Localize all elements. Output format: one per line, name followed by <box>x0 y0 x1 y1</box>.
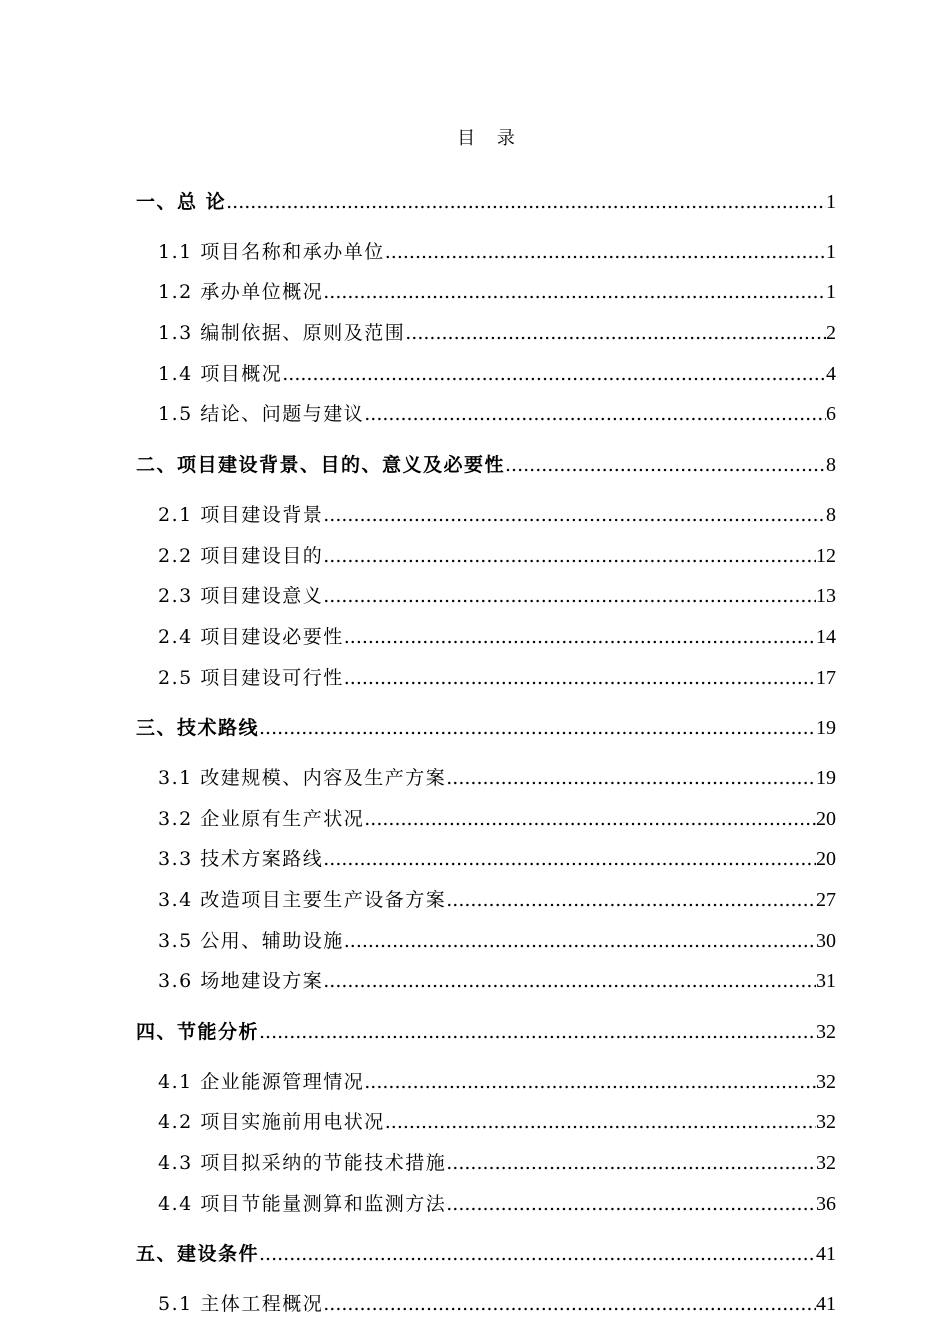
toc-entry-title: 1.5 结论、问题与建议 <box>158 403 365 426</box>
toc-page-number: 14 <box>816 625 836 648</box>
toc-page-number: 17 <box>816 666 836 689</box>
toc-entry-title: 4.1 企业能源管理情况 <box>158 1070 365 1093</box>
toc-leader-dots <box>364 394 826 435</box>
toc-entry-title: 二、项目建设背景、目的、意义及必要性 <box>136 453 506 476</box>
toc-entry-title: 2.3 项目建设意义 <box>158 585 324 608</box>
toc-section-entry[interactable] <box>136 576 836 617</box>
toc-leader-dots <box>259 1234 816 1275</box>
toc-leader-dots <box>323 576 816 617</box>
toc-entry-title: 2.4 项目建设必要性 <box>158 625 344 648</box>
toc-section-entry[interactable] <box>136 232 836 273</box>
toc-chapter-entry[interactable] <box>136 1234 836 1275</box>
toc-entry-title: 2.5 项目建设可行性 <box>158 666 344 689</box>
toc-entry-title: 4.4 项目节能量测算和监测方法 <box>158 1192 447 1215</box>
toc-chapter-entry[interactable] <box>136 1012 836 1053</box>
toc-page-number: 6 <box>826 403 836 426</box>
toc-page-number: 31 <box>816 970 836 993</box>
toc-leader-dots <box>446 880 816 921</box>
toc-page-number: 20 <box>816 848 836 871</box>
toc-entry-title: 3.6 场地建设方案 <box>158 970 324 993</box>
toc-leader-dots <box>385 1102 816 1143</box>
toc-page-number: 8 <box>826 453 836 476</box>
toc-leader-dots <box>344 921 816 962</box>
toc-page-number: 8 <box>826 503 836 526</box>
toc-section-entry[interactable] <box>136 1143 836 1184</box>
toc-page-number: 4 <box>826 362 836 385</box>
toc-page-number: 32 <box>816 1020 836 1043</box>
toc-page-number: 12 <box>816 544 836 567</box>
toc-entry-title: 一、总 论 <box>136 190 227 213</box>
toc-section-entry[interactable] <box>136 880 836 921</box>
toc-entry-title: 五、建设条件 <box>136 1243 260 1265</box>
toc-page-number: 19 <box>816 766 836 789</box>
toc-entry-title: 四、节能分析 <box>136 1020 260 1043</box>
toc-chapter-entry[interactable] <box>136 445 836 486</box>
toc-leader-dots <box>282 354 826 395</box>
toc-leader-dots <box>226 182 826 223</box>
toc-section-entry[interactable] <box>136 617 836 658</box>
toc-entry-title: 2.2 项目建设目的 <box>158 544 324 567</box>
toc-leader-dots <box>323 961 816 1002</box>
toc-entry-title: 5.1 主体工程概况 <box>158 1293 324 1316</box>
toc-page-number: 20 <box>816 807 836 830</box>
toc-chapter-entry[interactable] <box>136 708 836 749</box>
toc-page-number: 36 <box>816 1192 836 1215</box>
table-of-contents <box>136 172 836 1325</box>
toc-title: 目 录 <box>457 128 523 149</box>
toc-entry-title: 1.4 项目概况 <box>158 362 283 385</box>
toc-leader-dots <box>323 839 816 880</box>
toc-section-entry[interactable] <box>136 1184 836 1225</box>
toc-page-number: 32 <box>816 1152 836 1175</box>
toc-page-number: 32 <box>816 1111 836 1134</box>
toc-leader-dots <box>446 758 816 799</box>
toc-entry-title: 3.2 企业原有生产状况 <box>158 807 365 830</box>
toc-leader-dots <box>344 617 816 658</box>
toc-entry-title: 2.1 项目建设背景 <box>158 503 324 526</box>
toc-page-number: 32 <box>816 1070 836 1093</box>
toc-section-entry[interactable] <box>136 1284 836 1325</box>
toc-section-entry[interactable] <box>136 1062 836 1103</box>
toc-section-entry[interactable] <box>136 272 836 313</box>
toc-page-number: 1 <box>826 240 836 263</box>
toc-section-entry[interactable] <box>136 658 836 699</box>
toc-entry-title: 4.3 项目拟采纳的节能技术措施 <box>158 1152 447 1175</box>
toc-entry-title: 3.3 技术方案路线 <box>158 848 324 871</box>
toc-leader-dots <box>259 708 816 749</box>
toc-section-entry[interactable] <box>136 394 836 435</box>
toc-page-number: 19 <box>816 716 836 739</box>
toc-entry-title: 1.2 承办单位概况 <box>158 281 324 304</box>
toc-leader-dots <box>446 1184 816 1225</box>
toc-section-entry[interactable] <box>136 313 836 354</box>
toc-section-entry[interactable] <box>136 536 836 577</box>
toc-entry-title: 1.3 编制依据、原则及范围 <box>158 322 406 345</box>
toc-page-number: 41 <box>816 1243 836 1265</box>
toc-leader-dots <box>323 1284 816 1325</box>
toc-page-number: 2 <box>826 322 836 345</box>
toc-page-number: 41 <box>816 1293 836 1316</box>
toc-entry-title: 3.1 改建规模、内容及生产方案 <box>158 766 447 789</box>
toc-entry-title: 4.2 项目实施前用电状况 <box>158 1111 385 1134</box>
toc-leader-dots <box>344 658 816 699</box>
toc-section-entry[interactable] <box>136 921 836 962</box>
toc-page-number: 1 <box>826 190 836 213</box>
toc-leader-dots <box>364 1062 816 1103</box>
toc-chapter-entry[interactable] <box>136 182 836 223</box>
toc-section-entry[interactable] <box>136 1102 836 1143</box>
toc-leader-dots <box>323 536 816 577</box>
toc-leader-dots <box>505 445 826 486</box>
toc-entry-title: 3.4 改造项目主要生产设备方案 <box>158 889 447 911</box>
toc-leader-dots <box>323 495 826 536</box>
toc-entry-title: 3.5 公用、辅助设施 <box>158 929 344 952</box>
toc-page-number: 27 <box>816 889 836 911</box>
toc-page-number: 13 <box>816 585 836 608</box>
toc-section-entry[interactable] <box>136 495 836 536</box>
toc-leader-dots <box>323 272 826 313</box>
toc-leader-dots <box>446 1143 816 1184</box>
toc-section-entry[interactable] <box>136 839 836 880</box>
toc-page-number: 1 <box>826 281 836 304</box>
toc-leader-dots <box>259 1012 816 1053</box>
toc-entry-title: 三、技术路线 <box>136 716 260 739</box>
toc-leader-dots <box>385 232 826 273</box>
toc-page-number: 30 <box>816 929 836 952</box>
toc-leader-dots <box>405 313 826 354</box>
toc-section-entry[interactable] <box>136 354 836 395</box>
toc-section-entry[interactable] <box>136 758 836 799</box>
toc-leader-dots <box>364 799 816 840</box>
toc-section-entry[interactable] <box>136 961 836 1002</box>
toc-entry-title: 1.1 项目名称和承办单位 <box>158 240 385 263</box>
toc-section-entry[interactable] <box>136 799 836 840</box>
